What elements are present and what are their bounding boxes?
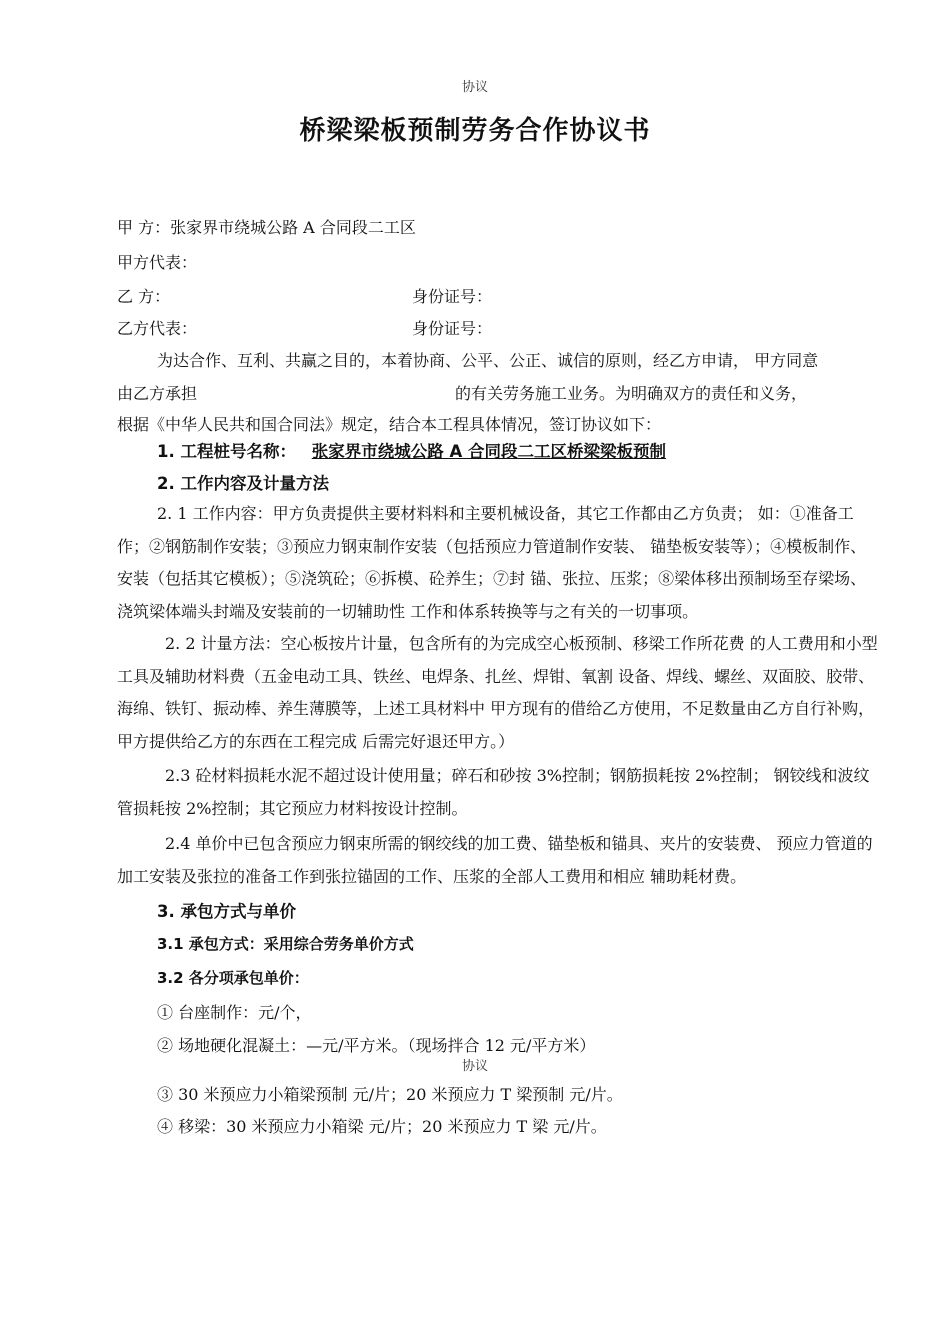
section-3-1-heading: 3.1 承包方式：采用综合劳务单价方式	[157, 935, 414, 953]
page-footer-mark: 协议	[461, 1059, 488, 1074]
section-3-heading: 3. 承包方式与单价	[157, 902, 296, 921]
party-b-id-label: 身份证号：	[412, 287, 493, 306]
intro-paragraph-line-1: 为达合作、互利、共赢之目的，本着协商、公平、公正、诚信的原则，经乙方申请， 甲方同意	[157, 351, 819, 370]
section-2-3-paragraph: 2.3 砼材料损耗水泥不超过设计使用量；碎石和砂按 3%控制；钢筋损耗按 2%控制； 钢铰线和波纹管损耗按 2%控制；其它预应力材料按设计控制。	[117, 766, 870, 818]
section-1-heading	[157, 438, 666, 462]
intro-paragraph-line-2a: 由乙方承担	[117, 384, 198, 403]
price-item-2: ② 场地硬化混凝土：—元/平方米。（现场拌合 12 元/平方米）	[157, 1036, 596, 1055]
price-item-4: ④ 移梁：30 米预应力小箱梁 元/片；20 米预应力 T 梁 元/片。	[157, 1117, 607, 1136]
section-3-2-heading: 3.2 各分项承包单价：	[157, 969, 309, 987]
page-header: 协议	[461, 80, 488, 95]
section-1-value: 张家界市绕城公路 A 合同段二工区桥梁梁板预制	[311, 442, 667, 461]
section-2-2-paragraph: 2. 2 计量方法：空心板按片计量，包含所有的为完成空心板预制、移梁工作所花费 的人工费用和小型工具及辅助材料费（五金电动工具、铁丝、电焊条、扎丝、焊钳、氧割 设备、焊线、螺丝、双面胶、胶带、海绵、铁钉、振动棒、养生薄膜等，上述工具材料中 甲方现有的借给乙方使用，不足数量由乙方自行补购，甲方提供给乙方的东西在工程完成 后需完好退还甲方。）	[117, 634, 878, 751]
party-b-line	[117, 284, 170, 307]
intro-paragraph-line-2b: 的有关劳务施工业务。为明确双方的责任和义务，	[455, 384, 808, 403]
price-item-3: ③ 30 米预应力小箱梁预制 元/片；20 米预应力 T 梁预制 元/片。	[157, 1085, 623, 1104]
intro-paragraph-line-3: 根据《中华人民共和国合同法》规定，结合本工程具体情况，签订协议如下：	[117, 415, 662, 434]
party-b-label: 乙 方：	[117, 287, 171, 306]
section-2-4-paragraph: 2.4 单价中已包含预应力钢束所需的钢绞线的加工费、锚垫板和锚具、夹片的安装费、 预应力管道的加工安装及张拉的准备工作到张拉锚固的工作、压浆的全部人工费用和相应 辅助耗材费。	[117, 834, 873, 886]
party-a-representative: 甲方代表：	[117, 253, 198, 272]
section-1-label: 1. 工程桩号名称：	[157, 442, 296, 461]
document-title: 桥梁梁板预制劳务合作协议书	[299, 116, 651, 146]
party-a-line: 甲 方：张家界市绕城公路 A 合同段二工区	[117, 218, 416, 237]
party-b-rep-id-label: 身份证号：	[412, 319, 493, 338]
section-2-1-paragraph: 2. 1 工作内容：甲方负责提供主要材料料和主要机械设备，其它工作都由乙方负责； 如：①准备工作；②钢筋制作安装；③预应力钢束制作安装（包括预应力管道制作安装、 锚垫板安装等）；④模板制作、安装（包括其它模板）；⑤浇筑砼；⑥拆模、砼养生；⑦封 锚、张拉、压浆；⑧梁体移出预制场至存梁场、浇筑梁体端头封端及安装前的一切辅助性 工作和体系转换等与之有关的一切事项。	[117, 504, 867, 621]
party-b-representative: 乙方代表：	[117, 319, 198, 338]
price-item-1: ① 台座制作：元/个，	[157, 1003, 312, 1022]
section-2-heading: 2. 工作内容及计量方法	[157, 474, 329, 493]
